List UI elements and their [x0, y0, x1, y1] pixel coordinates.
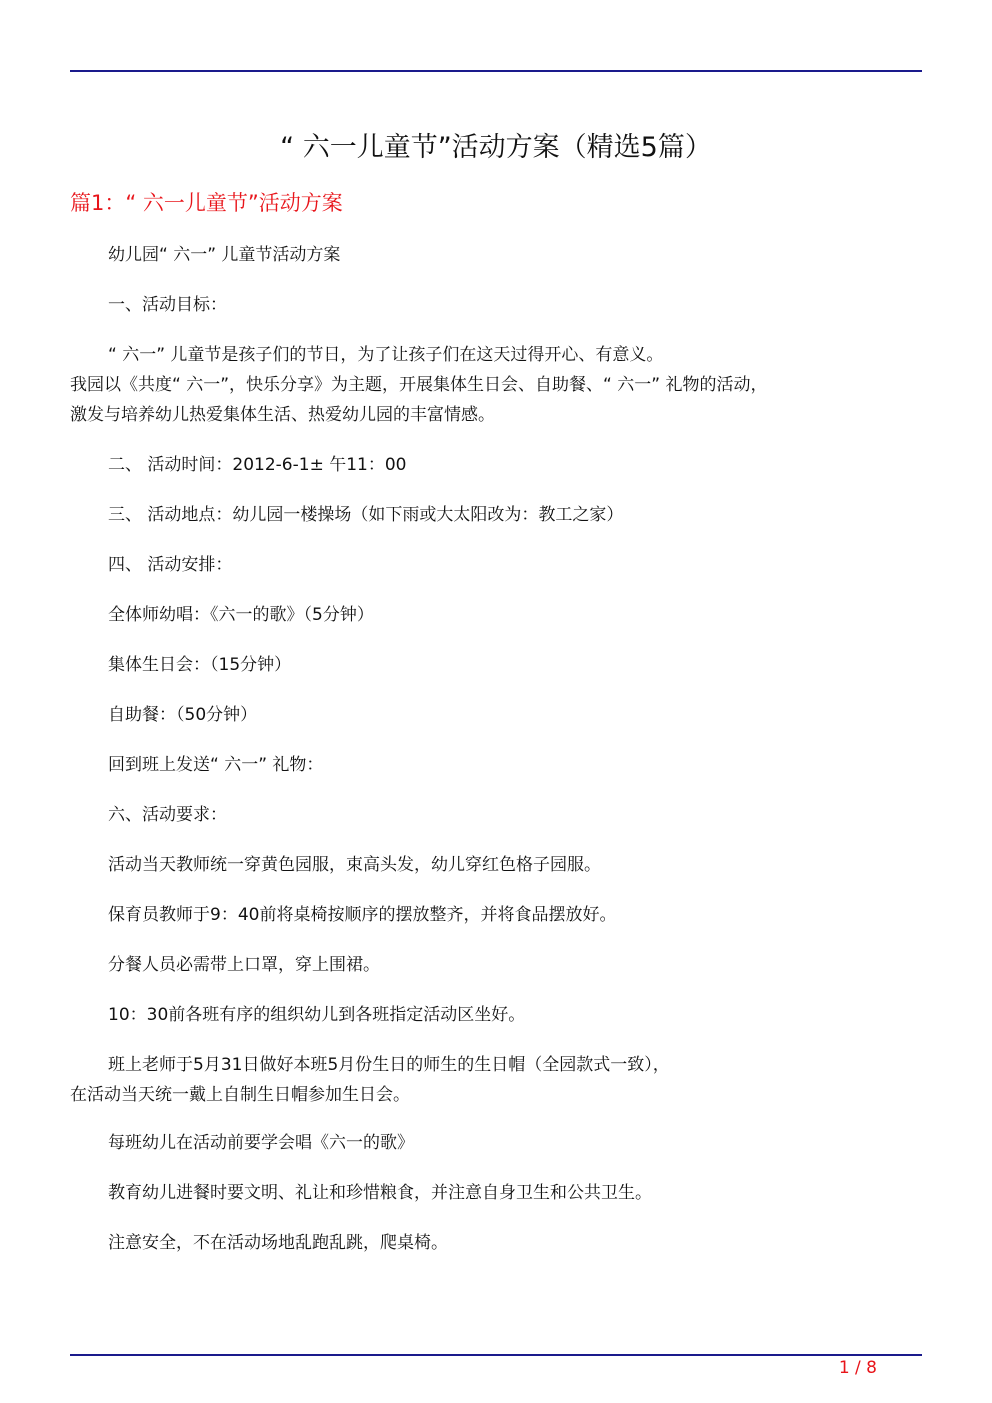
- paragraph-line: 自助餐：（50分钟）: [108, 705, 258, 725]
- paragraph-line: 分餐人员必需带上口罩，穿上围裙。: [108, 955, 380, 975]
- paragraph: [70, 1050, 922, 1110]
- paragraph-line: 激发与培养幼儿热爱集体生活、热爱幼儿园的丰富情感。: [70, 405, 495, 425]
- paragraph: [70, 240, 922, 270]
- paragraph: [70, 600, 922, 630]
- paragraph-line: 一、活动目标：: [108, 295, 227, 315]
- paragraph-line: 注意安全，不在活动场地乱跑乱跳，爬桌椅。: [108, 1233, 448, 1253]
- paragraph: [70, 650, 922, 680]
- paragraph-line: 班上老师于5月31日做好本班5月份生日的师生的生日帽（全园款式一致），: [108, 1055, 670, 1075]
- page-indicator: 1 / 8: [838, 1358, 877, 1378]
- paragraph-line: 幼儿园“ 六一” 儿童节活动方案: [108, 245, 341, 265]
- paragraph-line: 活动当天教师统一穿黄色园服，束高头发，幼儿穿红色格子园服。: [108, 855, 601, 875]
- paragraph: [70, 1000, 922, 1030]
- paragraph: [70, 1178, 922, 1208]
- paragraph: [70, 800, 922, 830]
- paragraph-line: 10：30前各班有序的组织幼儿到各班指定活动区坐好。: [108, 1005, 526, 1025]
- paragraph-line: 三、 活动地点：幼儿园一楼操场（如下雨或大太阳改为：教工之家）: [108, 505, 624, 525]
- paragraph: [70, 550, 922, 580]
- paragraph: [70, 900, 922, 930]
- paragraph-line: 保育员教师于9：40前将桌椅按顺序的摆放整齐，并将食品摆放好。: [108, 905, 617, 925]
- paragraph-line: 我园以《共度“ 六一”，快乐分享》为主题，开展集体生日会、自助餐、“ 六一” 礼物的活动，: [70, 375, 768, 395]
- paragraph: [70, 500, 922, 530]
- paragraph-line: 在活动当天统一戴上自制生日帽参加生日会。: [70, 1085, 410, 1105]
- paragraph: [70, 750, 922, 780]
- paragraph: [70, 450, 922, 480]
- paragraph-line: 教育幼儿进餐时要文明、礼让和珍惜粮食，并注意自身卫生和公共卫生。: [108, 1183, 652, 1203]
- paragraph: [70, 340, 922, 430]
- header-rule: [70, 70, 922, 72]
- paragraph-line: 回到班上发送“ 六一” 礼物：: [108, 755, 324, 775]
- document-title: “ 六一儿童节”活动方案（精选5篇）: [280, 132, 712, 163]
- paragraph-line: 二、 活动时间：2012-6-1± 午11：00: [108, 455, 407, 475]
- paragraph-line: 每班幼儿在活动前要学会唱《六一的歌》: [108, 1133, 414, 1153]
- paragraph: [70, 1228, 922, 1258]
- paragraph: [70, 850, 922, 880]
- paragraph-line: “ 六一” 儿童节是孩子们的节日，为了让孩子们在这天过得开心、有意义。: [108, 345, 664, 365]
- paragraph: [70, 950, 922, 980]
- section-heading: 篇1：“ 六一儿童节”活动方案: [70, 191, 343, 215]
- paragraph: [70, 700, 922, 730]
- paragraph: [70, 290, 922, 320]
- paragraph: [70, 1128, 922, 1158]
- paragraph-line: 四、 活动安排：: [108, 555, 233, 575]
- footer-rule: [70, 1354, 922, 1356]
- paragraph-line: 全体师幼唱：《六一的歌》（5分钟）: [108, 605, 374, 625]
- paragraph-line: 六、活动要求：: [108, 805, 227, 825]
- paragraph-line: 集体生日会：（15分钟）: [108, 655, 292, 675]
